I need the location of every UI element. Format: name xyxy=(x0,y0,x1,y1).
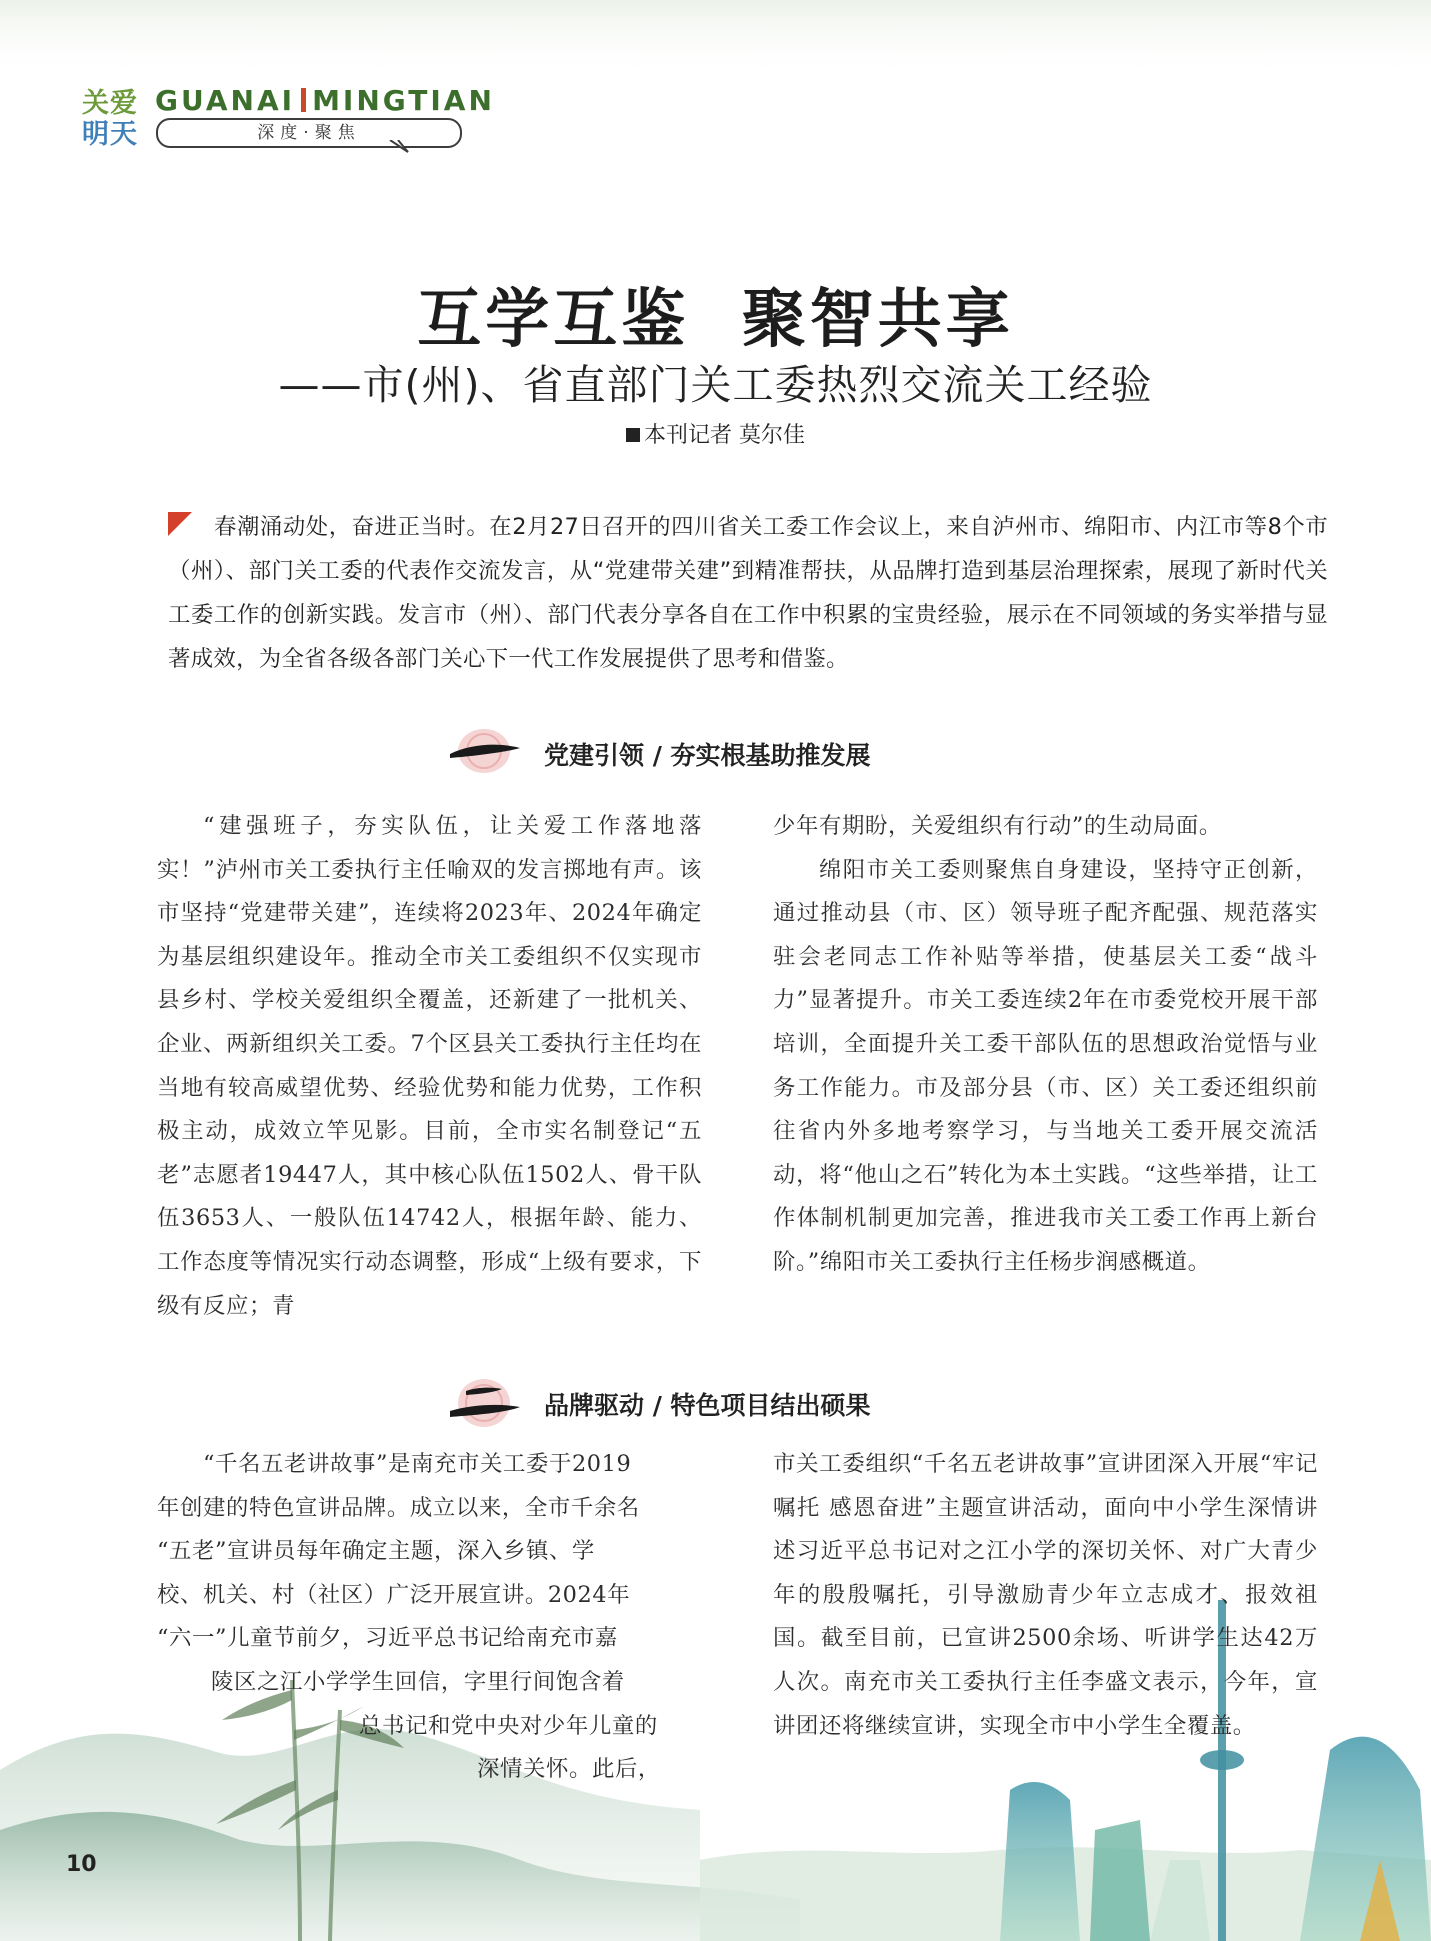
section-1-right-column xyxy=(773,805,1318,1285)
byline-text: 本刊记者 莫尔佳 xyxy=(644,423,805,448)
brand-logo-cn-line1: 关爱 xyxy=(82,88,138,119)
section-2-line: “千名五老讲故事”是南充市关工委于2019 xyxy=(203,1451,632,1477)
section-1-numeral-icon xyxy=(446,726,522,776)
byline-square-icon xyxy=(626,428,640,442)
brand-divider xyxy=(301,88,306,112)
section-2-paragraph-cont: 市关工委组织“千名五老讲故事”宣讲团深入开展“牢记嘱托 感恩奋进”主题宣讲活动，面向中小学生深情讲述习近平总书记对之江小学的深切关怀、对广大青少年的殷殷嘱托，引导激励青少年立志成才、报效祖国。截至目前，已宣讲2500余场、听讲学生达42万人次。南充市关工委执行主任李盛文表示，今年，宣讲团还将继续宣讲，实现全市中小学生全覆盖。 xyxy=(773,1451,1318,1739)
section-2-left-column xyxy=(157,1443,702,1792)
section-1-paragraph-1-cont: 少年有期盼，关爱组织有行动”的生动局面。 xyxy=(773,813,1222,839)
article-subtitle: ——市(州)、省直部门关工委热烈交流关工经验 xyxy=(278,361,1153,409)
section-tag: 深度·聚焦 xyxy=(156,118,462,148)
section-1-paragraph-2: 绵阳市关工委则聚焦自身建设，坚持守正创新，通过推动县（市、区）领导班子配齐配强、规范落实驻会老同志工作补贴等举措，使基层关工委“战斗力”显著提升。市关工委连续2年在市委党校开展干部培训，全面提升关工委干部队伍的思想政治觉悟与业务工作能力。市及部分县（市、区）关工委还组织前往省内外多地考察学习，与当地关工委开展交流活动，将“他山之石”转化为本土实践。“这些举措，让工作体制机制更加完善，推进我市关工委工作再上新台阶。”绵阳市关工委执行主任杨步润感概道。 xyxy=(773,856,1318,1275)
section-2-line: 陵区之江小学学生回信，字里行间饱含着 xyxy=(211,1668,625,1695)
section-2-line: 总书记和党中央对少年儿童的 xyxy=(359,1712,658,1739)
section-2-line: “五老”宣讲员每年确定主题，深入乡镇、学 xyxy=(157,1538,595,1565)
section-1-paragraph-1: “建强班子，夯实队伍，让关爱工作落地落实！”泸州市关工委执行主任喻双的发言掷地有声。该市坚持“党建带关建”，连续将2023年、2024年确定为基层组织建设年。推动全市关工委组织不仅实现市县乡村、学校关爱组织全覆盖，还新建了一批机关、企业、两新组织关工委。7个区县关工委执行主任均在当地有较高威望优势、经验优势和能力优势，工作积极主动，成效立竿见影。目前，全市实名制登记“五老”志愿者19447人，其中核心队伍1502人、骨干队伍3653人、一般队伍14742人，根据年龄、能力、工作态度等情况实行动态调整，形成“上级有要求，下级有反应；青 xyxy=(157,813,702,1319)
section-2-title: 品牌驱动 / 特色项目结出硕果 xyxy=(544,1391,871,1420)
section-2-numeral-icon xyxy=(446,1375,522,1431)
brand-logo-cn xyxy=(82,88,140,150)
article-title: 互学互鉴 聚智共享 xyxy=(417,282,1014,357)
article-intro: 春潮涌动处，奋进正当时。在2月27日召开的四川省关工委工作会议上，来自泸州市、绵阳市、内江市等8个市（州）、部门关工委的代表作交流发言，从“党建带关建”到精准帮扶，从品牌打造到基层治理探索，展现了新时代关工委工作的创新实践。发言市（州）、部门代表分享各自在工作中积累的宝贵经验，展示在不同领域的务实举措与显著成效，为全省各级各部门关心下一代工作发展提供了思考和借鉴。 xyxy=(168,514,1328,672)
section-2-right-column xyxy=(773,1443,1318,1748)
brand-logo-en-right: MINGTIAN xyxy=(312,84,495,117)
brand-logo-cn-line2: 明天 xyxy=(82,119,138,150)
section-2-line: 年创建的特色宣讲品牌。成立以来，全市千余名 xyxy=(157,1494,640,1521)
section-2-line: 校、机关、村（社区）广泛开展宣讲。2024年 xyxy=(157,1581,631,1608)
section-2-line: “六一”儿童节前夕，习近平总书记给南充市嘉 xyxy=(157,1625,618,1652)
section-1-left-column xyxy=(157,805,702,1328)
section-2-line: 深情关怀。此后， xyxy=(477,1756,661,1783)
article-byline xyxy=(0,418,1431,449)
brand-logo-en-left: GUANAI xyxy=(155,84,296,117)
background-wash-top xyxy=(0,0,1431,80)
brand-logo-en xyxy=(155,84,495,117)
page-number: 10 xyxy=(66,1852,97,1877)
section-1-title: 党建引领 / 夯实根基助推发展 xyxy=(544,741,871,770)
speech-tail-icon xyxy=(388,140,410,154)
